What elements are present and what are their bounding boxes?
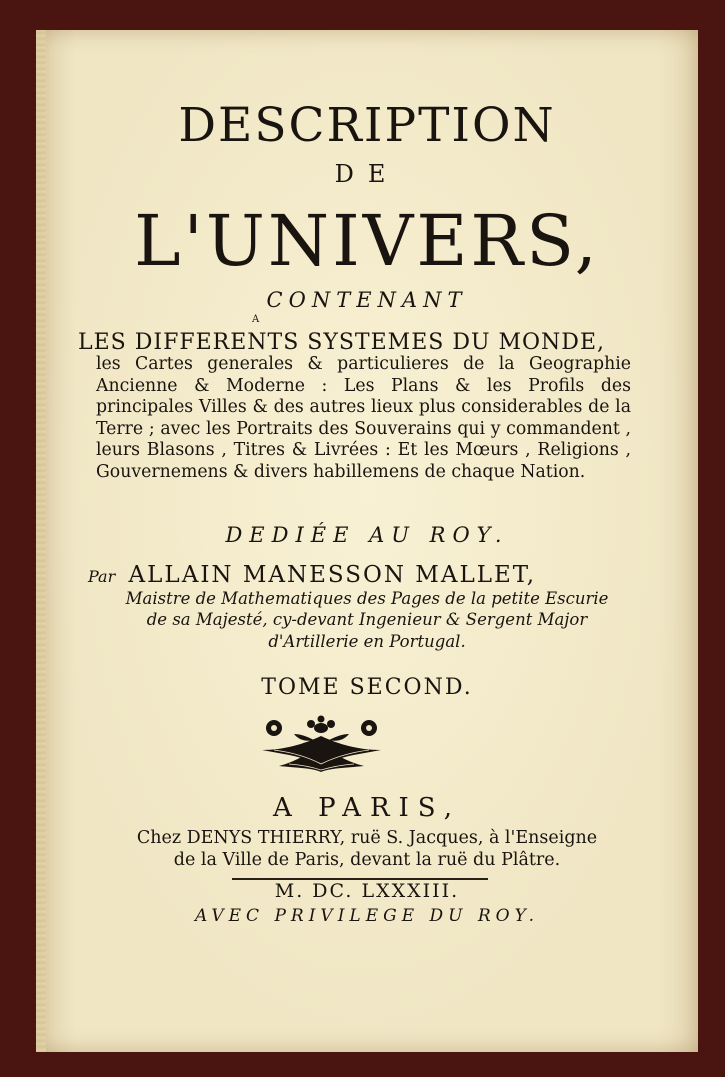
privilege-line: AVEC PRIVILEGE DU ROY. <box>194 906 540 926</box>
volume-label: TOME SECOND. <box>261 675 473 700</box>
floral-ornament-icon <box>254 714 389 774</box>
city-line: A PARIS, <box>273 793 461 823</box>
author-role-line-3: d'Artillerie en Portugal. <box>268 632 466 651</box>
description-paragraph: les Cartes generales & particulieres de la Geographie Ancienne & Moderne : Les Plans & les Profils des principales Villes & des autres lieux plus considerables de la Terre ; avec les Portraits des Souverains qui y commandent , leurs Blasons , Titres & Livrées : Et les Mœurs , Religions , Gouvernemens & divers habillemens de chaque Nation. <box>96 354 631 482</box>
accent-mark: A <box>252 314 260 325</box>
author-line <box>88 562 648 588</box>
author-role-line-2: de sa Majesté, cy-devant Ingenieur & Sergent Major <box>146 610 588 629</box>
title-page <box>36 30 698 1052</box>
title-line-description: DESCRIPTION <box>178 98 556 153</box>
contenant-heading: CONTENANT <box>266 288 468 312</box>
title-line-univers: L'UNIVERS, <box>134 200 600 282</box>
publisher-line-2: de la Ville de Paris, devant la ruë du Plâtre. <box>173 850 561 870</box>
dedication: DEDIÉE AU ROY. <box>225 523 509 547</box>
author-name: ALLAIN MANESSON MALLET, <box>128 562 537 588</box>
publisher-line-1: Chez DENYS THIERRY, ruë S. Jacques, à l'Enseigne <box>136 828 598 848</box>
title-line-de: DE <box>334 160 400 188</box>
systemes-line: LES DIFFERENTS SYSTEMES DU MONDE, <box>78 330 605 355</box>
author-prefix: Par <box>88 567 116 586</box>
author-role-line-1: Maistre de Mathematiques des Pages de la petite Escurie <box>125 589 609 608</box>
publication-year: M. DC. LXXXIII. <box>274 880 460 902</box>
